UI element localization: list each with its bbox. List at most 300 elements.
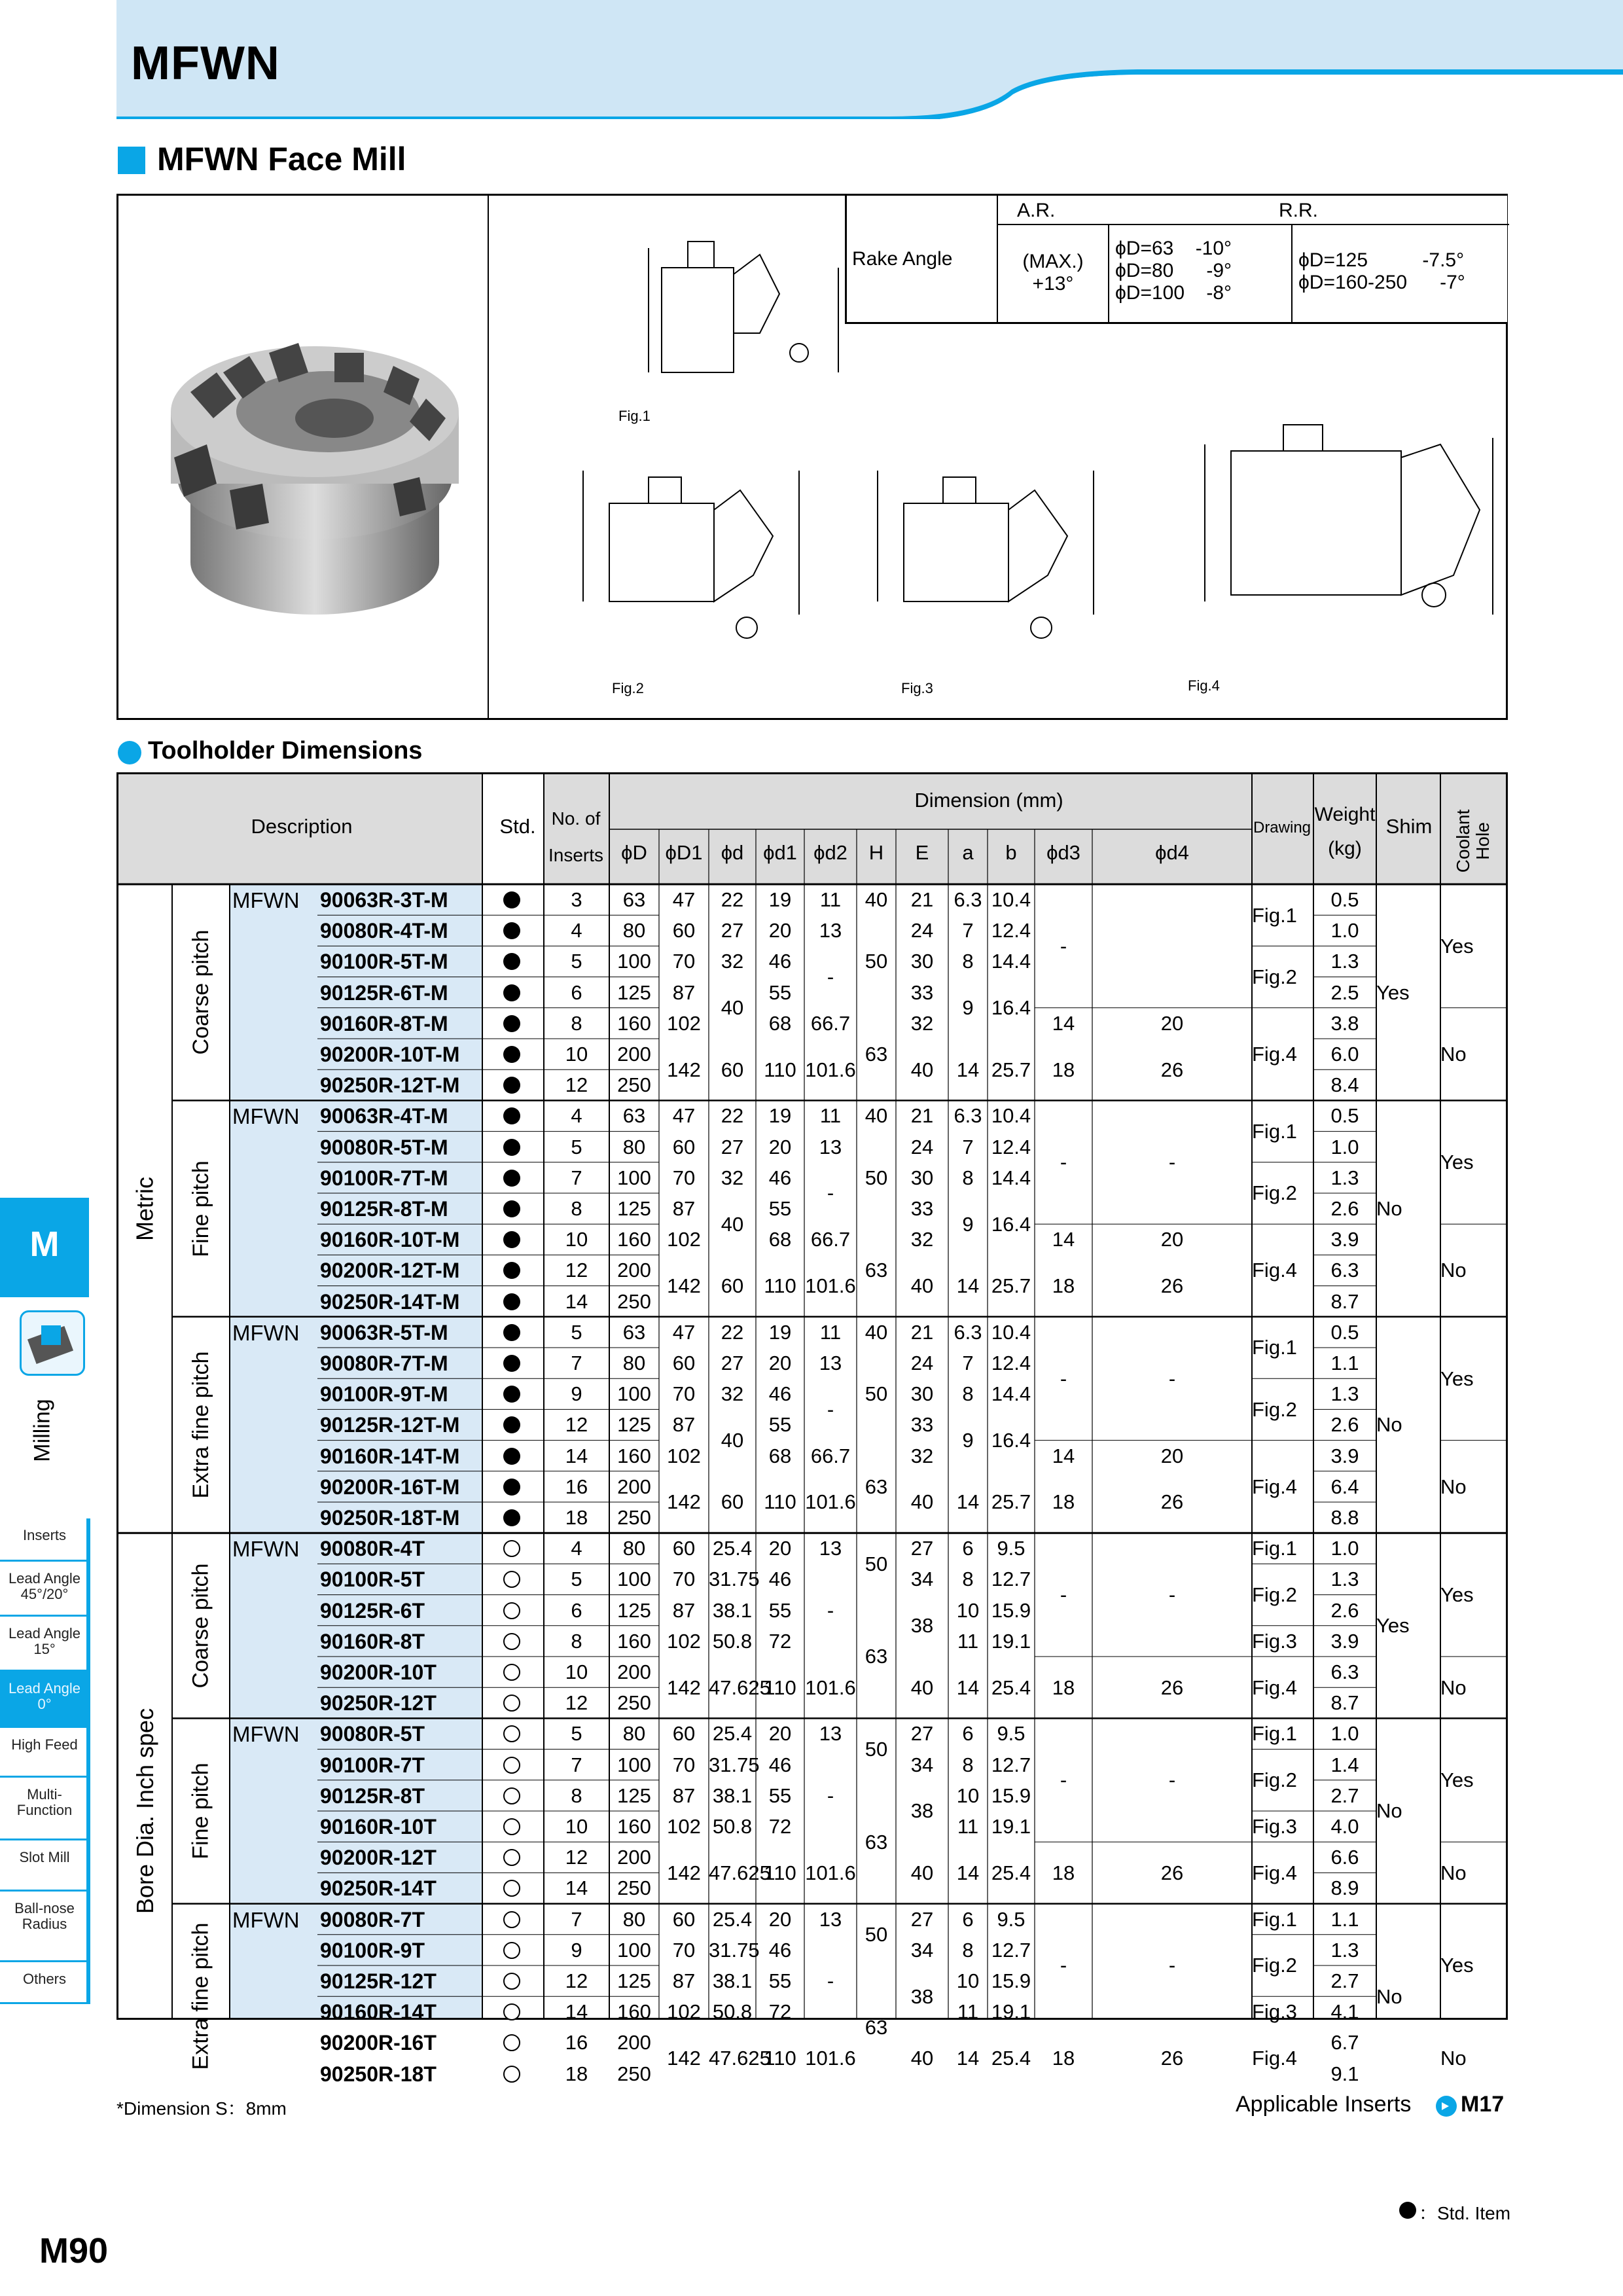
model-number: 90200R-12T-M <box>320 1259 460 1283</box>
cell-e: 27 <box>910 1907 934 1931</box>
cell-a: 9 <box>962 996 974 1020</box>
cell-h: 63 <box>865 1645 888 1668</box>
cell-ins: 10 <box>565 1815 588 1838</box>
cell-h: 40 <box>865 888 888 911</box>
col-drawing: Drawing <box>1253 819 1311 836</box>
cell-d: 38.1 <box>712 1598 753 1622</box>
cell-b: 12.7 <box>991 1753 1031 1776</box>
cell-d1: 87 <box>672 1197 696 1220</box>
cell-h: 50 <box>865 1166 888 1189</box>
col-d1: ϕD1 <box>665 841 703 864</box>
sidebar-item[interactable]: Inserts <box>0 1518 89 1562</box>
cell-d: 40 <box>721 996 744 1020</box>
cell-d1: 142 <box>667 2047 701 2070</box>
cell-d3: 18 <box>1052 1676 1075 1699</box>
cell-w: 0.5 <box>1330 1320 1359 1344</box>
model-number: 90100R-9T <box>320 1938 425 1962</box>
cell-d: 31.75 <box>709 1568 760 1591</box>
cell-d1: 20 <box>768 1135 792 1158</box>
non-std-item-circle <box>503 1695 520 1712</box>
cell-e: 34 <box>910 1568 934 1591</box>
cell-d: 63 <box>622 1320 646 1344</box>
sidebar-item[interactable]: Lead Angle 0° <box>0 1672 89 1728</box>
cell-a: 6 <box>962 1907 974 1931</box>
cell-b: 12.7 <box>991 1568 1031 1591</box>
cell-d: 60 <box>721 1058 744 1081</box>
cell-h: 50 <box>865 950 888 973</box>
cell-ins: 8 <box>571 1629 582 1653</box>
non-std-item-circle <box>503 1818 520 1835</box>
cell-d: 60 <box>721 1274 744 1297</box>
cell-w: 2.6 <box>1330 1197 1359 1220</box>
fig3-label: Fig.3 <box>901 680 933 696</box>
model-number: 90080R-5T-M <box>320 1135 448 1159</box>
cell-d4: 26 <box>1160 1861 1184 1884</box>
model-number: 90250R-18T-M <box>320 1506 460 1530</box>
cell-w: 1.0 <box>1330 1722 1359 1746</box>
cell-ins: 7 <box>571 1753 582 1776</box>
cell-ins: 18 <box>565 2062 588 2085</box>
col-d2: ϕd2 <box>813 841 847 864</box>
cell-d: 100 <box>617 1568 651 1591</box>
cell-w: 1.0 <box>1330 919 1359 942</box>
cell-d1: 87 <box>672 1598 696 1622</box>
sidebar-item[interactable]: Lead Angle 15° <box>0 1617 89 1672</box>
cell-drawing: Fig.1 <box>1252 1336 1297 1359</box>
cell-d: 47.625 <box>709 1676 771 1699</box>
cell-d1: 46 <box>768 950 792 973</box>
cell-b: 12.4 <box>991 1352 1031 1374</box>
pitch-label: Extra fine pitch <box>188 1922 213 2070</box>
cell-a: 8 <box>962 1753 974 1776</box>
cell-drawing: Fig.2 <box>1252 1768 1297 1792</box>
cell-ins: 12 <box>565 1969 588 1992</box>
cell-d3: - <box>1060 1583 1067 1606</box>
cell-ins: 14 <box>565 2000 588 2024</box>
cell-w: 4.1 <box>1330 2000 1359 2024</box>
cell-e: 24 <box>910 1135 934 1158</box>
non-std-item-circle <box>503 1664 520 1681</box>
cell-drawing: Fig.3 <box>1252 2000 1297 2024</box>
cell-d1: 20 <box>768 919 792 942</box>
cell-d1: 110 <box>764 1274 796 1297</box>
cell-b: 15.9 <box>991 1784 1031 1807</box>
cell-d1: 72 <box>768 2000 792 2024</box>
model-number: 90125R-12T-M <box>320 1413 460 1437</box>
sidebar-item[interactable]: Multi- Function <box>0 1778 89 1840</box>
cell-d1: 19 <box>768 888 792 911</box>
cell-a: 11 <box>957 1815 979 1838</box>
model-number: 90080R-7T-M <box>320 1352 448 1375</box>
cell-h: 63 <box>865 1259 888 1282</box>
cell-b: 14.4 <box>991 950 1031 973</box>
cell-d3: 18 <box>1052 1861 1075 1884</box>
model-number: 90160R-8T <box>320 1629 425 1653</box>
cell-d: 25.4 <box>712 1537 753 1560</box>
non-std-item-circle <box>503 1973 520 1990</box>
cell-ins: 9 <box>571 1938 582 1962</box>
cell-ins: 4 <box>571 1537 582 1560</box>
cell-ins: 8 <box>571 1197 582 1220</box>
cell-ins: 7 <box>571 1907 582 1931</box>
non-std-item-circle <box>503 1849 520 1866</box>
cell-w: 3.9 <box>1330 1444 1359 1467</box>
cell-d1: 142 <box>667 1490 701 1514</box>
cell-ins: 5 <box>571 1135 582 1158</box>
sidebar-section-milling: Milling <box>29 1399 55 1462</box>
cell-b: 12.4 <box>991 919 1031 942</box>
fig4-label: Fig.4 <box>1188 677 1220 694</box>
cell-a: 11 <box>957 2000 979 2024</box>
figure-panel <box>116 194 1508 720</box>
cell-d: 250 <box>617 1073 651 1097</box>
cell-d1: 20 <box>768 1352 792 1374</box>
cell-b: 15.9 <box>991 1598 1031 1622</box>
std-item-dot <box>503 922 520 939</box>
applicable-inserts-page-link[interactable]: M17 <box>1461 2092 1505 2117</box>
model-number: 90250R-12T <box>320 1691 437 1715</box>
cell-a: 14 <box>956 1058 980 1081</box>
sidebar-item[interactable]: Slot Mill <box>0 1840 89 1892</box>
non-std-item-circle <box>503 1602 520 1619</box>
model-number: 90063R-5T-M <box>320 1320 448 1344</box>
cell-d: 27 <box>721 919 744 942</box>
col-std: Std. <box>499 815 536 838</box>
model-number: 90100R-5T-M <box>320 950 448 974</box>
col-inserts: No. of Inserts <box>548 808 604 865</box>
cell-drawing: Fig.1 <box>1252 1907 1297 1931</box>
col-d3: ϕd3 <box>1046 841 1080 864</box>
cell-ins: 16 <box>565 2031 588 2054</box>
milling-icon <box>20 1310 85 1376</box>
cell-d4: - <box>1168 1583 1176 1606</box>
cell-a: 6.3 <box>954 1320 982 1344</box>
cell-e: 32 <box>910 1444 934 1467</box>
cell-d1: 102 <box>667 1011 701 1035</box>
cell-ins: 3 <box>571 888 582 911</box>
rake-angle-label: Rake Angle <box>852 248 953 270</box>
cell-w: 2.7 <box>1330 1784 1359 1807</box>
cell-e: 32 <box>910 1228 934 1251</box>
cell-e: 24 <box>910 1352 934 1374</box>
non-std-item-circle <box>503 1787 520 1804</box>
cell-coolant: Yes <box>1440 934 1474 958</box>
cell-w: 3.9 <box>1330 1228 1359 1251</box>
fig1-label: Fig.1 <box>618 408 651 424</box>
cell-d1: 102 <box>667 1444 701 1467</box>
cell-b: 19.1 <box>991 1629 1031 1653</box>
sidebar-item[interactable]: Others <box>0 1962 89 2004</box>
model-number: 90063R-4T-M <box>320 1104 448 1128</box>
cell-d: 80 <box>622 919 646 942</box>
cell-ins: 8 <box>571 1784 582 1807</box>
cell-d: 25.4 <box>712 1722 753 1746</box>
cell-d: 32 <box>721 950 744 973</box>
cell-drawing: Fig.1 <box>1252 1120 1297 1143</box>
cell-coolant: Yes <box>1440 1768 1474 1792</box>
cell-w: 1.4 <box>1330 1753 1359 1776</box>
cell-a: 14 <box>956 1861 980 1884</box>
cell-coolant: No <box>1440 1043 1467 1066</box>
cell-drawing: Fig.2 <box>1252 1181 1297 1205</box>
cell-w: 6.7 <box>1330 2031 1359 2054</box>
cell-d: 63 <box>622 888 646 911</box>
model-prefix: MFWN <box>232 1320 300 1345</box>
cell-a: 10 <box>956 1784 980 1807</box>
cell-d2: 101.6 <box>805 1490 856 1514</box>
cell-e: 21 <box>910 1320 934 1344</box>
cell-d4: 26 <box>1160 1490 1184 1514</box>
cell-ins: 10 <box>565 1043 588 1066</box>
cell-coolant: Yes <box>1440 1583 1474 1606</box>
cell-d: 50.8 <box>712 1815 753 1838</box>
cell-d: 38.1 <box>712 1969 753 1992</box>
cell-a: 14 <box>956 1274 980 1297</box>
cell-drawing: Fig.2 <box>1252 1954 1297 1977</box>
cell-w: 8.9 <box>1330 1876 1359 1900</box>
model-number: 90160R-14T <box>320 2000 437 2024</box>
cell-d: 27 <box>721 1135 744 1158</box>
cell-b: 25.4 <box>991 2047 1031 2070</box>
cell-w: 1.1 <box>1330 1907 1359 1931</box>
cell-d4: 20 <box>1160 1011 1184 1035</box>
col-d: ϕD <box>621 841 647 864</box>
cell-d1: 46 <box>768 1166 792 1189</box>
col-h: H <box>868 841 884 864</box>
sidebar-tab-label: M <box>29 1225 60 1264</box>
cell-e: 33 <box>910 980 934 1004</box>
model-number: 90250R-14T-M <box>320 1289 460 1314</box>
cell-d1: 70 <box>672 1382 696 1406</box>
cell-ins: 6 <box>571 1598 582 1622</box>
cell-drawing: Fig.3 <box>1252 1815 1297 1838</box>
cell-coolant: Yes <box>1440 1367 1474 1390</box>
cell-h: 40 <box>865 1104 888 1128</box>
cell-d1: 55 <box>768 980 792 1004</box>
non-std-item-circle <box>503 1911 520 1928</box>
cell-d: 80 <box>622 1537 646 1560</box>
cell-d1: 55 <box>768 1784 792 1807</box>
cell-d1: 72 <box>768 1629 792 1653</box>
cell-b: 25.4 <box>991 1676 1031 1699</box>
cell-a: 14 <box>956 1676 980 1699</box>
cell-b: 12.4 <box>991 1135 1031 1158</box>
cell-a: 11 <box>957 1629 979 1653</box>
model-number: 90250R-18T <box>320 2062 437 2086</box>
cell-d: 125 <box>617 980 651 1004</box>
col-d: ϕd <box>721 841 744 864</box>
cell-d2: - <box>827 1397 834 1421</box>
col-d1: ϕd1 <box>763 841 797 864</box>
model-number: 90125R-8T-M <box>320 1197 448 1221</box>
fig2-label: Fig.2 <box>612 680 644 696</box>
cell-d2: - <box>827 1969 834 1992</box>
cell-d: 31.75 <box>709 1938 760 1962</box>
cell-d1: 46 <box>768 1382 792 1406</box>
std-item-dot <box>503 1355 520 1372</box>
cell-d4: 26 <box>1160 1058 1184 1081</box>
cell-d1: 60 <box>672 919 696 942</box>
arrow-right-icon[interactable] <box>1436 2096 1457 2117</box>
cell-b: 14.4 <box>991 1382 1031 1406</box>
cell-d1: 60 <box>672 1907 696 1931</box>
cell-e: 40 <box>910 1490 934 1514</box>
cell-w: 6.6 <box>1330 1846 1359 1869</box>
cell-d1: 60 <box>672 1135 696 1158</box>
cell-d2: 101.6 <box>805 1274 856 1297</box>
cell-d: 250 <box>617 2062 651 2085</box>
cell-ins: 4 <box>571 1104 582 1128</box>
cell-h: 50 <box>865 1738 888 1761</box>
cell-d4: - <box>1168 1151 1176 1174</box>
cell-b: 25.7 <box>991 1274 1031 1297</box>
cell-ins: 9 <box>571 1382 582 1406</box>
cell-d1: 46 <box>768 1568 792 1591</box>
cell-d: 40 <box>721 1429 744 1452</box>
cell-e: 27 <box>910 1722 934 1746</box>
subsection-title: Toolholder Dimensions <box>148 737 423 764</box>
cell-d3: 18 <box>1052 1490 1075 1514</box>
cell-b: 19.1 <box>991 1815 1031 1838</box>
cell-d1: 102 <box>667 1228 701 1251</box>
sidebar-item[interactable]: High Feed <box>0 1728 89 1778</box>
cell-d: 47.625 <box>709 2047 771 2070</box>
cell-d1: 110 <box>764 1861 796 1884</box>
cell-w: 0.5 <box>1330 1104 1359 1128</box>
cell-ins: 5 <box>571 950 582 973</box>
pitch-label: Extra fine pitch <box>188 1351 214 1499</box>
cell-e: 24 <box>910 919 934 942</box>
cell-a: 9 <box>962 1429 974 1452</box>
cell-d: 160 <box>617 1629 651 1653</box>
cell-d2: 66.7 <box>810 1444 851 1467</box>
cell-d: 100 <box>617 1753 651 1776</box>
cell-drawing: Fig.4 <box>1252 1259 1297 1282</box>
applicable-inserts-label: Applicable Inserts <box>1236 2092 1412 2117</box>
cell-d1: 102 <box>667 1629 701 1653</box>
cell-d1: 70 <box>672 1938 696 1962</box>
cell-d2: 101.6 <box>805 1676 856 1699</box>
cell-d: 125 <box>617 1413 651 1437</box>
cell-d: 80 <box>622 1352 646 1374</box>
cell-d1: 20 <box>768 1907 792 1931</box>
cell-d4: 26 <box>1160 1676 1184 1699</box>
cell-w: 0.5 <box>1330 888 1359 911</box>
cell-d2: 11 <box>819 1104 842 1128</box>
col-coolant: Coolant Hole <box>1453 809 1493 873</box>
sidebar-item[interactable]: Ball-nose Radius <box>0 1892 89 1962</box>
cell-drawing: Fig.2 <box>1252 1583 1297 1606</box>
cell-d4: 20 <box>1160 1444 1184 1467</box>
subsection-bullet <box>118 741 141 764</box>
cell-d1: 110 <box>764 1058 796 1081</box>
std-item-dot <box>503 1015 520 1032</box>
cell-d: 200 <box>617 1475 651 1498</box>
model-number: 90160R-14T-M <box>320 1444 460 1468</box>
cell-d1: 72 <box>768 1815 792 1838</box>
cell-d: 27 <box>721 1352 744 1374</box>
cell-b: 9.5 <box>997 1537 1026 1560</box>
col-b: b <box>1005 841 1017 864</box>
model-number: 90125R-8T <box>320 1784 425 1808</box>
cell-d: 125 <box>617 1969 651 1992</box>
cell-ins: 14 <box>565 1876 588 1900</box>
pitch-label: Coarse pitch <box>188 929 214 1055</box>
model-prefix: MFWN <box>232 1104 300 1129</box>
cell-shim: Yes <box>1376 980 1410 1004</box>
model-number: 90100R-7T <box>320 1753 425 1777</box>
cell-d3: - <box>1060 1367 1067 1390</box>
cell-w: 9.1 <box>1330 2062 1359 2085</box>
cell-ins: 12 <box>565 1413 588 1437</box>
cell-d: 200 <box>617 1043 651 1066</box>
cell-e: 27 <box>910 1537 934 1560</box>
std-item-dot <box>503 1139 520 1156</box>
rake-angle-table <box>845 196 1507 324</box>
cell-d2: - <box>827 1784 834 1807</box>
cell-d: 100 <box>617 1938 651 1962</box>
cell-ins: 12 <box>565 1691 588 1715</box>
cell-a: 7 <box>962 1135 974 1158</box>
model-prefix: MFWN <box>232 1907 300 1932</box>
cell-d: 200 <box>617 2031 651 2054</box>
header-swoosh <box>116 0 1623 119</box>
sidebar-item[interactable]: Lead Angle 45°/20° <box>0 1562 89 1617</box>
std-item-dot <box>503 984 520 1001</box>
std-item-dot <box>503 1170 520 1187</box>
model-number: 90200R-16T <box>320 2031 437 2055</box>
model-number: 90100R-9T-M <box>320 1382 448 1407</box>
pitch-label: Fine pitch <box>188 1160 214 1257</box>
cell-a: 6.3 <box>954 888 982 911</box>
cell-d2: 13 <box>819 1722 842 1746</box>
cell-e: 34 <box>910 1938 934 1962</box>
cell-h: 50 <box>865 1552 888 1575</box>
std-item-dot <box>503 1509 520 1526</box>
cell-e: 38 <box>910 1984 934 2008</box>
model-number: 90200R-16T-M <box>320 1475 460 1499</box>
cell-e: 33 <box>910 1197 934 1220</box>
std-item-legend: ：Std. Item <box>1419 2203 1511 2223</box>
cell-b: 16.4 <box>991 1429 1031 1452</box>
cell-d1: 60 <box>672 1722 696 1746</box>
cell-d1: 46 <box>768 1753 792 1776</box>
model-number: 90063R-3T-M <box>320 888 448 912</box>
cell-w: 2.6 <box>1330 1413 1359 1437</box>
cell-ins: 12 <box>565 1259 588 1282</box>
cell-d: 250 <box>617 1691 651 1715</box>
cell-ins: 4 <box>571 919 582 942</box>
cell-d1: 87 <box>672 1969 696 1992</box>
sidebar-tab-m[interactable] <box>0 1198 89 1297</box>
cell-b: 16.4 <box>991 996 1031 1020</box>
cell-d1: 142 <box>667 1676 701 1699</box>
cell-w: 4.0 <box>1330 1815 1359 1838</box>
cell-d: 125 <box>617 1784 651 1807</box>
cell-e: 34 <box>910 1753 934 1776</box>
cell-e: 30 <box>910 1166 934 1189</box>
cell-d1: 70 <box>672 1568 696 1591</box>
cell-a: 6.3 <box>954 1104 982 1128</box>
cell-drawing: Fig.4 <box>1252 2047 1297 2070</box>
cell-d3: 14 <box>1052 1011 1075 1035</box>
cell-b: 16.4 <box>991 1212 1031 1236</box>
cell-d1: 142 <box>667 1058 701 1081</box>
cell-d1: 46 <box>768 1938 792 1962</box>
cell-a: 8 <box>962 1382 974 1406</box>
cell-d: 200 <box>617 1660 651 1683</box>
model-number: 90125R-12T <box>320 1969 437 1993</box>
